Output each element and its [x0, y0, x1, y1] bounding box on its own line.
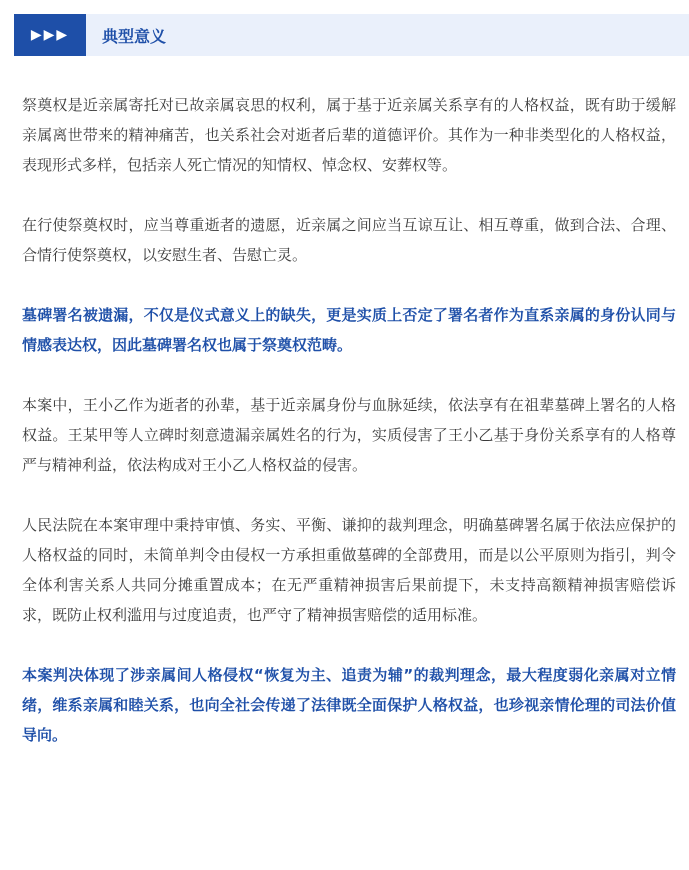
paragraph-case: 本案中，王小乙作为逝者的孙辈，基于近亲属身份与血脉延续，依法享有在祖辈墓碑上署名的人格权益。王某甲等人立碑时刻意遗漏亲属姓名的行为，实质侵害了王小乙基于身份关系享有的人格尊严与精神利益，依法构成对王小乙人格权益的侵害。: [22, 396, 676, 474]
section-header: [14, 14, 689, 56]
paragraph-exercise: 在行使祭奠权时，应当尊重逝者的遗愿，近亲属之间应当互谅互让、相互尊重，做到合法、合理、合情行使祭奠权，以安慰生者、告慰亡灵。: [22, 216, 676, 264]
triple-arrow-icon: ▶▶▶: [14, 14, 86, 56]
article-body: [22, 90, 676, 780]
paragraph-emphasis-signature: 墓碑署名被遗漏，不仅是仪式意义上的缺失，更是实质上否定了署名者作为直系亲属的身份认同与情感表达权，因此墓碑署名权也属于祭奠权范畴。: [22, 306, 676, 354]
paragraph-court: 人民法院在本案审理中秉持审慎、务实、平衡、谦抑的裁判理念，明确墓碑署名属于依法应保护的人格权益的同时，未简单判令由侵权一方承担重做墓碑的全部费用，而是以公平原则为指引，判令全体利害关系人共同分摊重置成本；在无严重精神损害后果前提下，未支持高额精神损害赔偿诉求，既防止权利滥用与过度追责，也严守了精神损害赔偿的适用标准。: [22, 516, 676, 624]
paragraph-definition: 祭奠权是近亲属寄托对已故亲属哀思的权利，属于基于近亲属关系享有的人格权益，既有助于缓解亲属离世带来的精神痛苦，也关系社会对逝者后辈的道德评价。其作为一种非类型化的人格权益，表现形式多样，包括亲人死亡情况的知情权、悼念权、安葬权等。: [22, 96, 676, 174]
section-title: 典型意义: [102, 26, 167, 46]
paragraph-emphasis-conclusion: 本案判决体现了涉亲属间人格侵权“恢复为主、追责为辅”的裁判理念，最大程度弱化亲属对立情绪，维系亲属和睦关系，也向全社会传递了法律既全面保护人格权益，也珍视亲情伦理的司法价值导向。: [22, 666, 676, 744]
